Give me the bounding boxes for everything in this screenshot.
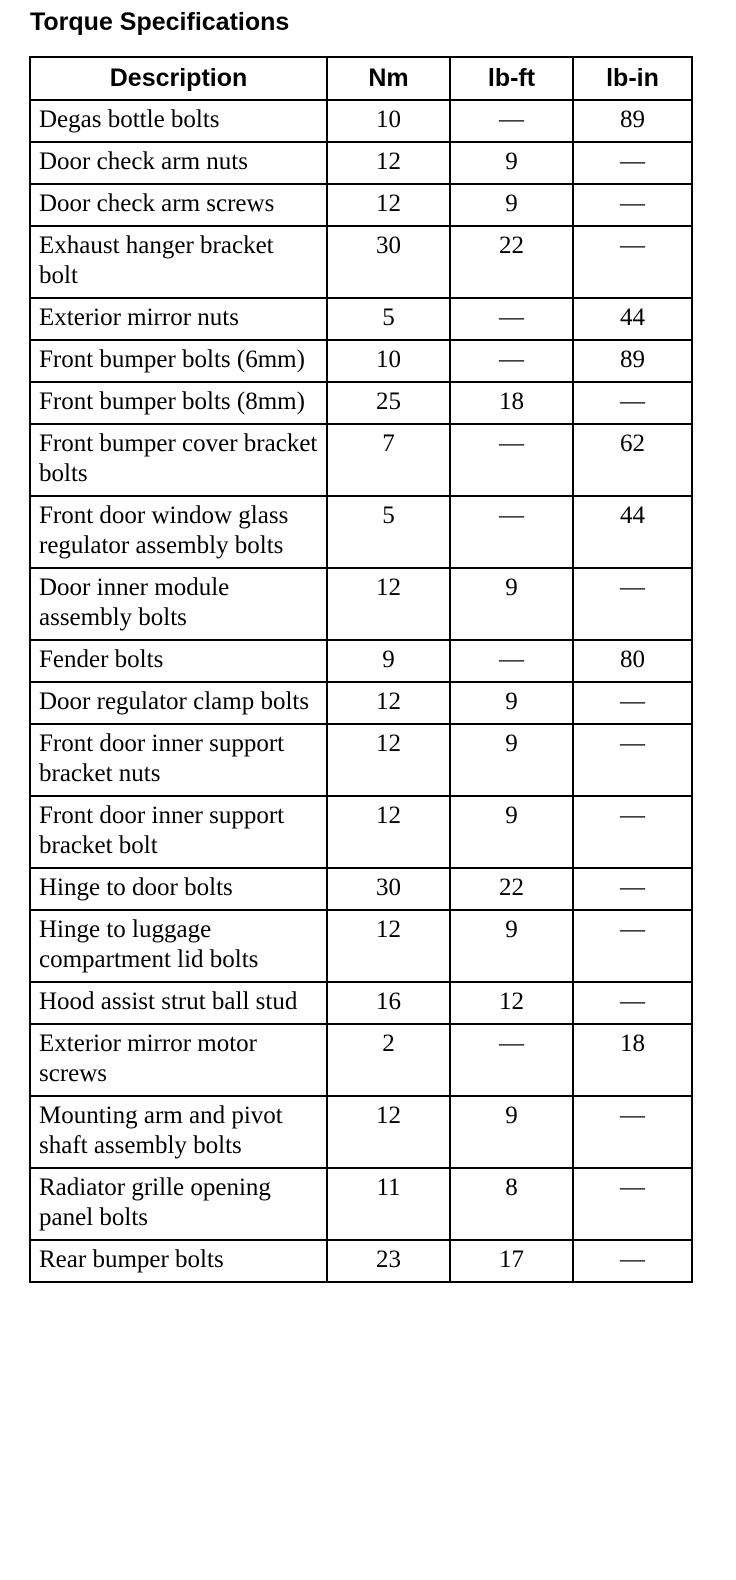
cell-nm: 12	[327, 724, 450, 796]
cell-lbft: 9	[450, 724, 573, 796]
cell-lbft: —	[450, 424, 573, 496]
table-row	[30, 982, 692, 1024]
cell-lbft: —	[450, 340, 573, 382]
cell-lbft: 22	[450, 226, 573, 298]
cell-description: Exterior mirror motor screws	[30, 1024, 327, 1096]
cell-description: Front door inner support bracket nuts	[30, 724, 327, 796]
cell-nm: 12	[327, 796, 450, 868]
cell-lbin: 44	[573, 496, 692, 568]
table-row	[30, 1024, 692, 1096]
cell-nm: 12	[327, 1096, 450, 1168]
cell-lbin: 89	[573, 340, 692, 382]
cell-lbft: 18	[450, 382, 573, 424]
cell-nm: 2	[327, 1024, 450, 1096]
cell-lbin: —	[573, 1096, 692, 1168]
table-row	[30, 100, 692, 142]
cell-lbin: —	[573, 982, 692, 1024]
cell-lbft: —	[450, 640, 573, 682]
cell-lbft: 9	[450, 568, 573, 640]
table-row	[30, 184, 692, 226]
cell-lbin: —	[573, 910, 692, 982]
table-row	[30, 868, 692, 910]
column-header-description: Description	[30, 57, 327, 100]
cell-lbin: —	[573, 226, 692, 298]
cell-lbft: 9	[450, 184, 573, 226]
cell-lbft: 9	[450, 142, 573, 184]
cell-description: Exhaust hanger bracket bolt	[30, 226, 327, 298]
cell-lbin: —	[573, 796, 692, 868]
cell-description: Hinge to luggage compartment lid bolts	[30, 910, 327, 982]
cell-description: Mounting arm and pivot shaft assembly bolts	[30, 1096, 327, 1168]
cell-description: Door check arm screws	[30, 184, 327, 226]
cell-lbft: 9	[450, 910, 573, 982]
table-header-row	[30, 57, 692, 100]
cell-lbft: —	[450, 100, 573, 142]
cell-nm: 12	[327, 184, 450, 226]
cell-lbin: —	[573, 184, 692, 226]
cell-lbft: 22	[450, 868, 573, 910]
cell-nm: 10	[327, 340, 450, 382]
cell-lbft: 8	[450, 1168, 573, 1240]
cell-nm: 9	[327, 640, 450, 682]
cell-lbin: 18	[573, 1024, 692, 1096]
cell-lbin: —	[573, 142, 692, 184]
cell-description: Door inner module assembly bolts	[30, 568, 327, 640]
cell-description: Exterior mirror nuts	[30, 298, 327, 340]
cell-lbin: 44	[573, 298, 692, 340]
table-row	[30, 1168, 692, 1240]
cell-lbft: —	[450, 496, 573, 568]
cell-nm: 30	[327, 868, 450, 910]
cell-nm: 5	[327, 298, 450, 340]
table-row	[30, 1240, 692, 1282]
table-row	[30, 568, 692, 640]
cell-nm: 12	[327, 142, 450, 184]
cell-lbin: 80	[573, 640, 692, 682]
cell-description: Hood assist strut ball stud	[30, 982, 327, 1024]
cell-lbft: 9	[450, 682, 573, 724]
table-row	[30, 682, 692, 724]
cell-lbin: —	[573, 682, 692, 724]
cell-description: Front bumper bolts (6mm)	[30, 340, 327, 382]
table-row	[30, 382, 692, 424]
cell-nm: 12	[327, 568, 450, 640]
page-title: Torque Specifications	[30, 8, 290, 36]
cell-lbft: —	[450, 1024, 573, 1096]
table-row	[30, 1096, 692, 1168]
table-row	[30, 142, 692, 184]
table-row	[30, 298, 692, 340]
table-row	[30, 640, 692, 682]
cell-nm: 30	[327, 226, 450, 298]
torque-spec-table	[29, 56, 693, 1283]
cell-description: Front bumper cover bracket bolts	[30, 424, 327, 496]
cell-description: Door regulator clamp bolts	[30, 682, 327, 724]
table-row	[30, 724, 692, 796]
table-row	[30, 340, 692, 382]
cell-nm: 23	[327, 1240, 450, 1282]
cell-lbft: —	[450, 298, 573, 340]
cell-description: Door check arm nuts	[30, 142, 327, 184]
cell-lbin: —	[573, 568, 692, 640]
table-row	[30, 496, 692, 568]
cell-description: Front door window glass regulator assembly bolts	[30, 496, 327, 568]
cell-description: Radiator grille opening panel bolts	[30, 1168, 327, 1240]
column-header-lbin: lb-in	[573, 57, 692, 100]
cell-lbin: —	[573, 1168, 692, 1240]
cell-lbin: —	[573, 868, 692, 910]
cell-nm: 12	[327, 910, 450, 982]
table-row	[30, 424, 692, 496]
column-header-lbft: lb-ft	[450, 57, 573, 100]
table-row	[30, 226, 692, 298]
cell-lbft: 12	[450, 982, 573, 1024]
cell-description: Rear bumper bolts	[30, 1240, 327, 1282]
cell-nm: 7	[327, 424, 450, 496]
column-header-nm: Nm	[327, 57, 450, 100]
cell-description: Fender bolts	[30, 640, 327, 682]
cell-lbin: 62	[573, 424, 692, 496]
table-body	[30, 100, 692, 1282]
cell-lbin: —	[573, 724, 692, 796]
cell-nm: 16	[327, 982, 450, 1024]
cell-description: Degas bottle bolts	[30, 100, 327, 142]
cell-nm: 12	[327, 682, 450, 724]
cell-lbft: 9	[450, 796, 573, 868]
cell-description: Hinge to door bolts	[30, 868, 327, 910]
cell-description: Front door inner support bracket bolt	[30, 796, 327, 868]
cell-lbft: 17	[450, 1240, 573, 1282]
cell-lbft: 9	[450, 1096, 573, 1168]
cell-nm: 5	[327, 496, 450, 568]
cell-lbin: —	[573, 1240, 692, 1282]
cell-nm: 10	[327, 100, 450, 142]
table-row	[30, 796, 692, 868]
cell-nm: 11	[327, 1168, 450, 1240]
cell-nm: 25	[327, 382, 450, 424]
cell-lbin: 89	[573, 100, 692, 142]
table-row	[30, 910, 692, 982]
cell-description: Front bumper bolts (8mm)	[30, 382, 327, 424]
cell-lbin: —	[573, 382, 692, 424]
